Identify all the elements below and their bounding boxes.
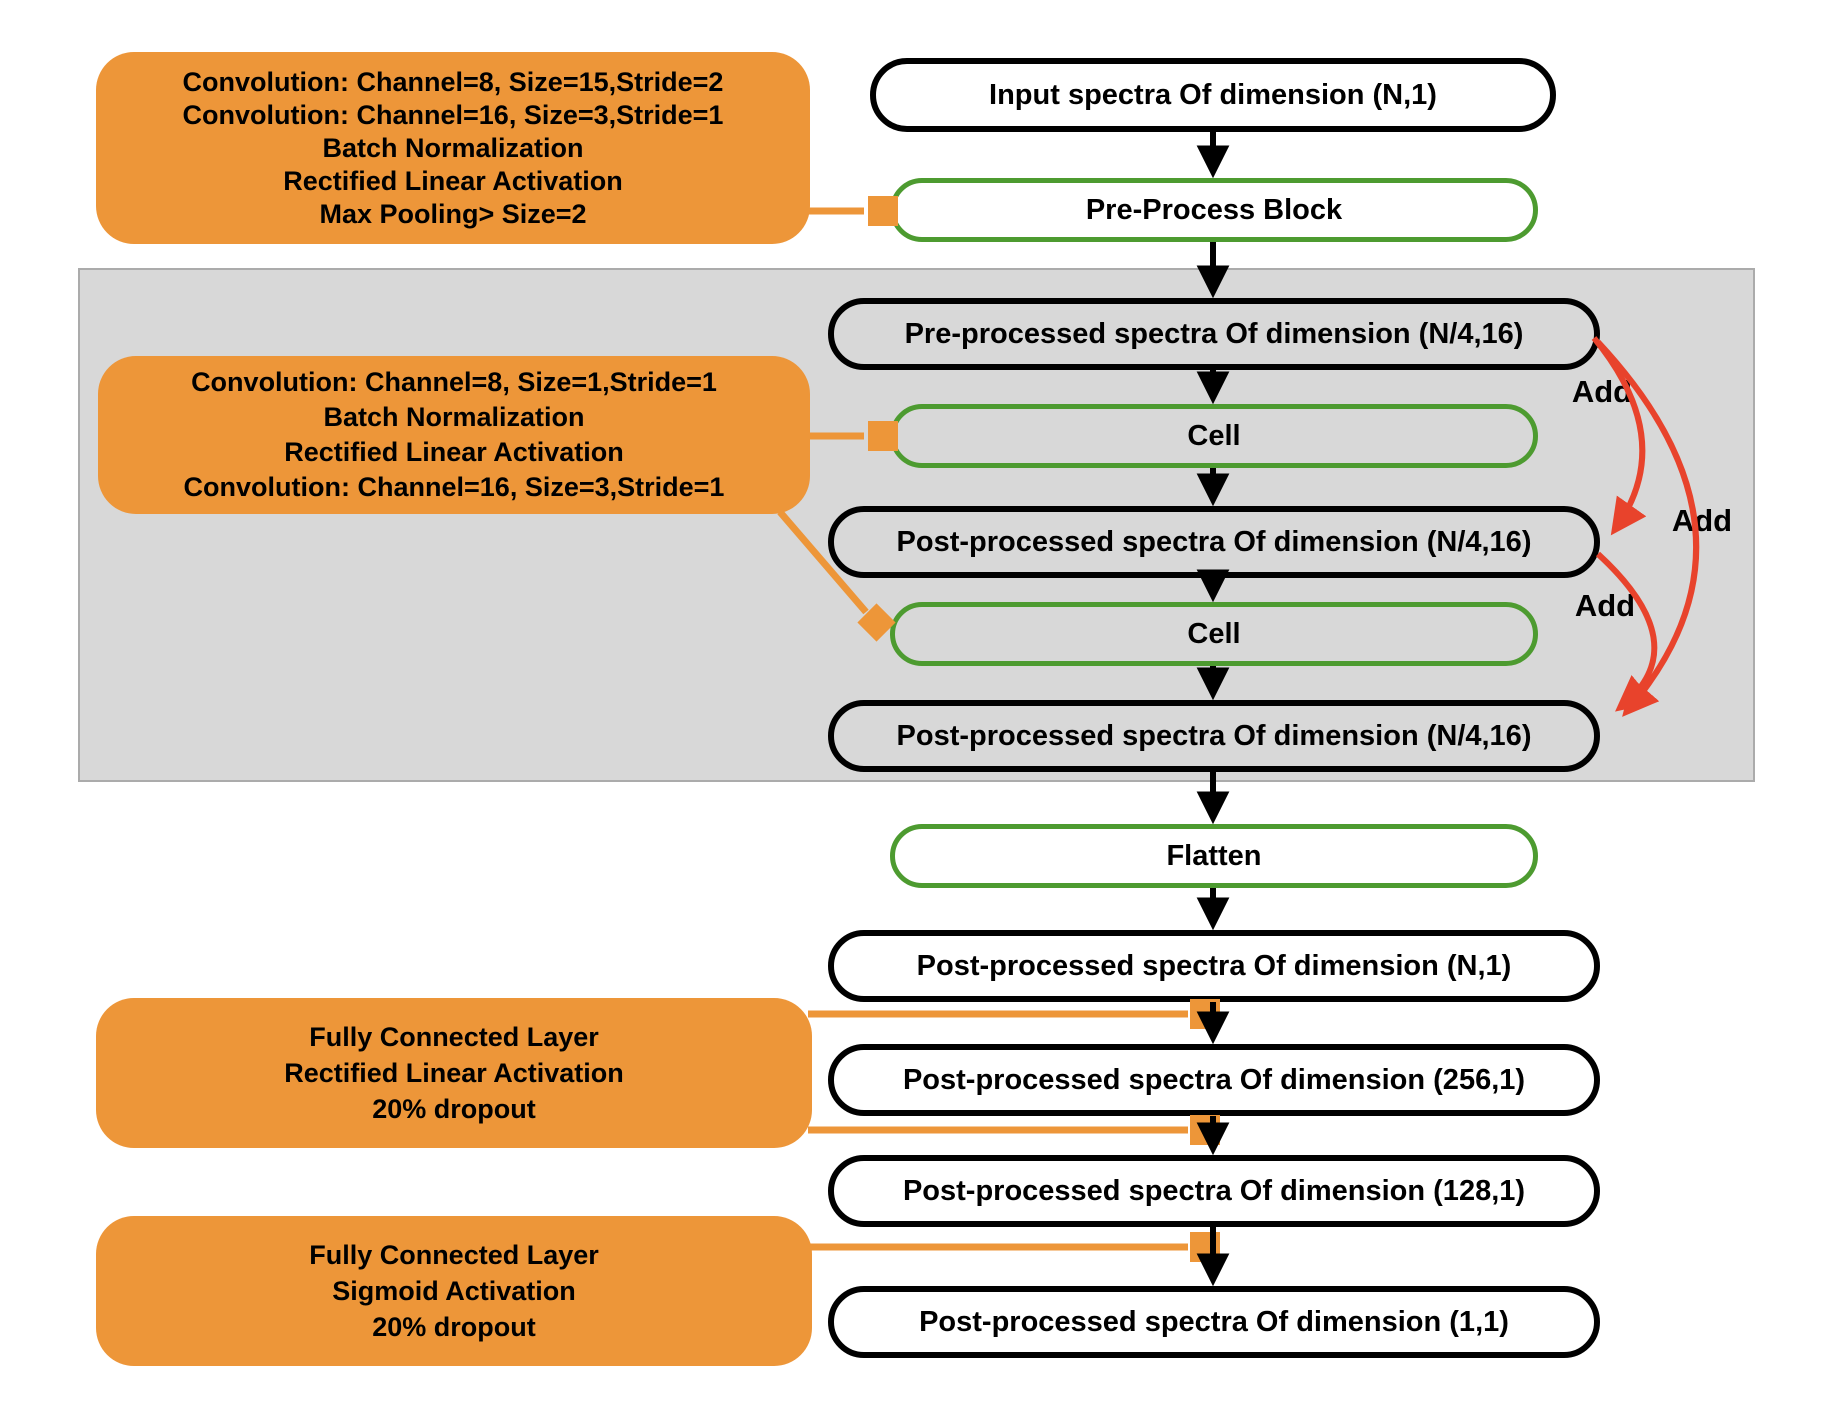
skip-add-label-2: Add <box>1671 503 1733 538</box>
node-label: Cell <box>1187 419 1241 452</box>
callout-cell-details <box>98 356 810 514</box>
callout-fc-sigmoid <box>96 1216 812 1366</box>
callout-line: Batch Normalization <box>322 132 584 163</box>
node-label: Pre-Process Block <box>1085 193 1343 226</box>
callout-line: Convolution: Channel=8, Size=1,Stride=1 <box>191 367 717 397</box>
connector-arrowhead-square <box>1190 1115 1220 1145</box>
node-post-1 <box>828 1286 1600 1358</box>
callout-line: 20% dropout <box>372 1094 536 1124</box>
node-input-spectra <box>870 58 1556 132</box>
node-label: Post-processed spectra Of dimension (256,1) <box>902 1063 1526 1096</box>
callout-line: Rectified Linear Activation <box>284 1058 624 1088</box>
node-post-n1 <box>828 930 1600 1002</box>
node-post-256 <box>828 1044 1600 1116</box>
node-postprocessed-2 <box>828 700 1600 772</box>
callout-line: Sigmoid Activation <box>332 1276 576 1306</box>
node-label: Cell <box>1187 617 1241 650</box>
node-postprocessed-1 <box>828 506 1600 578</box>
node-label: Post-processed spectra Of dimension (128,1) <box>902 1174 1526 1207</box>
node-label: Post-processed spectra Of dimension (N/4,16) <box>896 525 1532 558</box>
node-cell-2 <box>890 602 1538 666</box>
callout-fc-relu <box>96 998 812 1148</box>
connector-arrowhead-square <box>1190 999 1220 1029</box>
callout-line: Convolution: Channel=16, Size=3,Stride=1 <box>183 472 725 502</box>
callout-preprocess-details <box>96 52 810 244</box>
node-label: Post-processed spectra Of dimension (N,1) <box>916 949 1512 982</box>
node-preprocess-block <box>890 178 1538 242</box>
node-preprocessed-spectra <box>828 298 1600 370</box>
callout-line: Convolution: Channel=16, Size=3,Stride=1 <box>182 99 724 130</box>
node-label: Flatten <box>1166 839 1262 872</box>
callout-line: Batch Normalization <box>323 402 585 432</box>
node-label: Post-processed spectra Of dimension (1,1) <box>919 1305 1509 1338</box>
node-label: Pre-processed spectra Of dimension (N/4,16) <box>904 317 1524 350</box>
connector-arrowhead-square <box>1190 1232 1220 1262</box>
skip-add-label-3: Add <box>1574 588 1636 623</box>
node-flatten <box>890 824 1538 888</box>
node-label: Post-processed spectra Of dimension (N/4,16) <box>896 719 1532 752</box>
node-post-128 <box>828 1155 1600 1227</box>
callout-line: Fully Connected Layer <box>309 1022 599 1052</box>
callout-line: Max Pooling> Size=2 <box>319 198 587 229</box>
callout-line: Convolution: Channel=8, Size=15,Stride=2 <box>182 66 724 97</box>
node-label: Input spectra Of dimension (N,1) <box>989 78 1437 111</box>
callout-line: 20% dropout <box>372 1312 536 1342</box>
callout-line: Rectified Linear Activation <box>283 165 623 196</box>
node-cell-1 <box>890 404 1538 468</box>
callout-line: Rectified Linear Activation <box>284 437 624 467</box>
callout-line: Fully Connected Layer <box>309 1240 599 1270</box>
skip-add-label-1: Add <box>1571 374 1633 409</box>
